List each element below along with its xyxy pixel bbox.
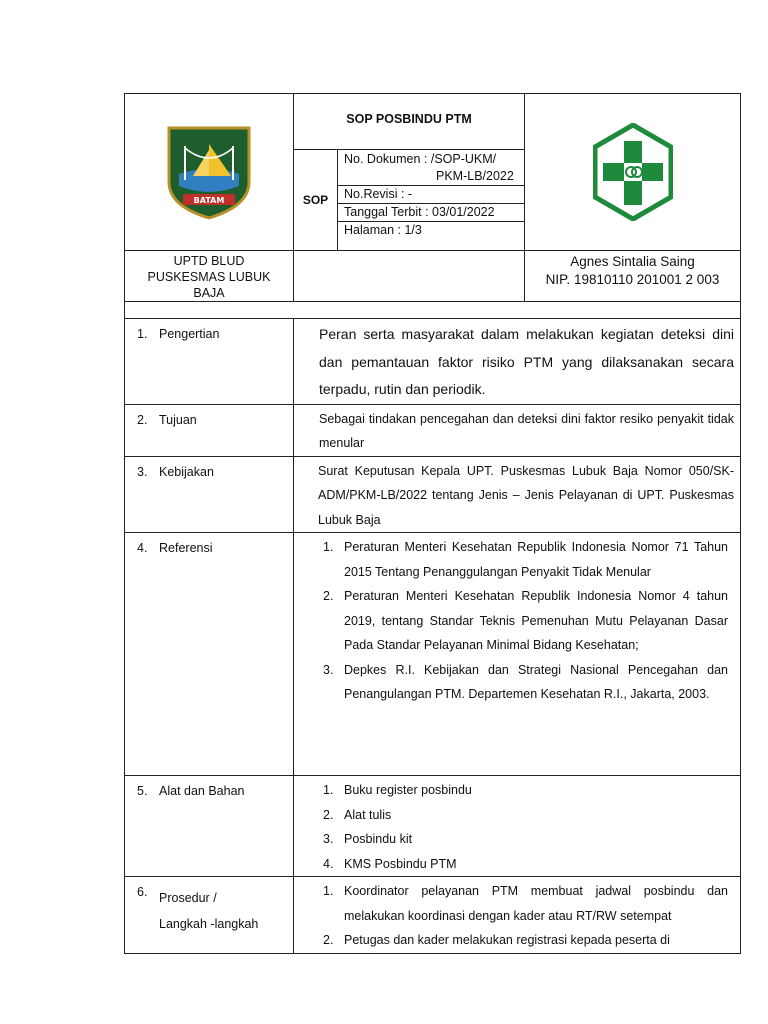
sop-header-table [124,93,741,319]
revision: No.Revisi : - [338,186,524,204]
row-title: Alat dan Bahan [159,784,245,798]
signer-name: Agnes Sintalia Saing [570,254,695,269]
signer-nip: NIP. 19810110 201001 2 003 [545,272,720,287]
item-number: 3. [323,662,334,677]
row-title: Tujuan [159,412,197,427]
blank-cell [294,251,525,302]
row-title: Prosedur / Langkah -langkah [159,891,259,931]
item-text: Peraturan Menteri Kesehatan Republik Indonesia Nomor 4 tahun 2019, tentang Standar Teknis Pemenuhan Mutu Pelayanan Dasar Pada Standar Pelayanan Minimal Bidang Kesehatan; [344,589,728,652]
list-item [294,879,728,928]
item-text: KMS Posbindu PTM [344,856,457,871]
list-item [294,658,728,707]
item-text: Depkes R.I. Kebijakan dan Strategi Nasional Pencegahan dan Penangulangan PTM. Departemen Kesehatan R.I., Jakarta, 2003. [344,662,728,701]
table-row [125,877,741,954]
item-number: 1. [323,540,334,554]
list-item [294,928,728,953]
item-text: Petugas dan kader melakukan registrasi kepada peserta di [344,933,670,947]
row-text: Peran serta masyarakat dalam melakukan kegiatan deteksi dini dan pemantauan faktor risiko PTM yang dilaksanakan secara terpadu, rutin dan periodik. [294,319,741,405]
row-list [294,533,741,776]
list-item [294,778,728,803]
table-row [125,533,741,776]
list-item [294,535,728,584]
row-number: 6. [137,885,148,899]
row-label [125,319,294,405]
table-row [125,776,741,877]
item-text: Alat tulis [344,807,392,822]
doc-number: No. Dokumen : /SOP-UKM/ [344,152,497,167]
row-number: 2. [137,412,148,427]
sop-content-table [124,318,741,954]
list-item [294,827,728,852]
item-number: 1. [323,783,334,797]
row-text: Surat Keputusan Kepala UPT. Puskesmas Lubuk Baja Nomor 050/SK-ADM/PKM-LB/2022 tentang Jenis – Jenis Pelayanan di UPT. Puskesmas Lubuk Baja [294,456,741,533]
row-list [294,877,741,954]
row-number: 5. [137,784,148,798]
sop-document [124,93,740,954]
batam-emblem-cell [125,94,294,251]
spacer-row [125,302,741,319]
item-number: 2. [323,933,334,947]
row-text: Sebagai tindakan pencegahan dan deteksi dini faktor resiko penyakit tidak menular [294,404,741,456]
row-label [125,404,294,456]
row-list [294,776,741,877]
sop-label: SOP [294,150,338,251]
page-number: Halaman : 1/3 [344,223,422,238]
row-number: 3. [137,464,148,479]
document-meta [338,150,525,251]
item-number: 4. [323,856,334,871]
table-row [125,319,741,405]
item-text: Peraturan Menteri Kesehatan Republik Indonesia Nomor 71 Tahun 2015 Tentang Penanggulangan Penyakit Tidak Menular [344,540,728,579]
table-row [125,404,741,456]
puskesmas-cross-icon [593,123,673,221]
emblem-text: BATAM [193,196,225,205]
item-number: 1. [323,884,334,898]
item-text: Posbindu kit [344,832,413,846]
item-text: Buku register posbindu [344,783,472,797]
document-title: SOP POSBINDU PTM [294,94,525,150]
list-item [294,584,728,658]
item-number: 2. [323,589,334,603]
row-label [125,877,294,954]
issue-date: Tanggal Terbit : 03/01/2022 [338,204,524,222]
table-row [125,456,741,533]
unit-line-1: UPTD BLUD [173,254,245,268]
unit-line-2: PUSKESMAS LUBUK [147,270,271,284]
row-number: 1. [137,327,148,341]
row-label [125,456,294,533]
item-text: Koordinator pelayanan PTM membuat jadwal posbindu dan melakukan koordinasi dengan kader atau RT/RW setempat [344,884,728,923]
puskesmas-logo-cell [525,94,741,251]
batam-emblem-icon [165,124,253,220]
unit-line-3: BAJA [193,286,225,300]
row-title: Kebijakan [159,464,214,479]
row-title: Referensi [159,541,213,555]
doc-number-cont: PKM-LB/2022 [436,169,514,184]
signer [525,251,741,302]
list-item [294,852,728,877]
item-number: 2. [323,807,334,822]
row-label [125,533,294,776]
item-number: 3. [323,832,334,846]
unit-name [125,251,294,302]
row-label [125,776,294,877]
row-title: Pengertian [159,327,220,341]
list-item [294,803,728,828]
row-number: 4. [137,541,148,555]
